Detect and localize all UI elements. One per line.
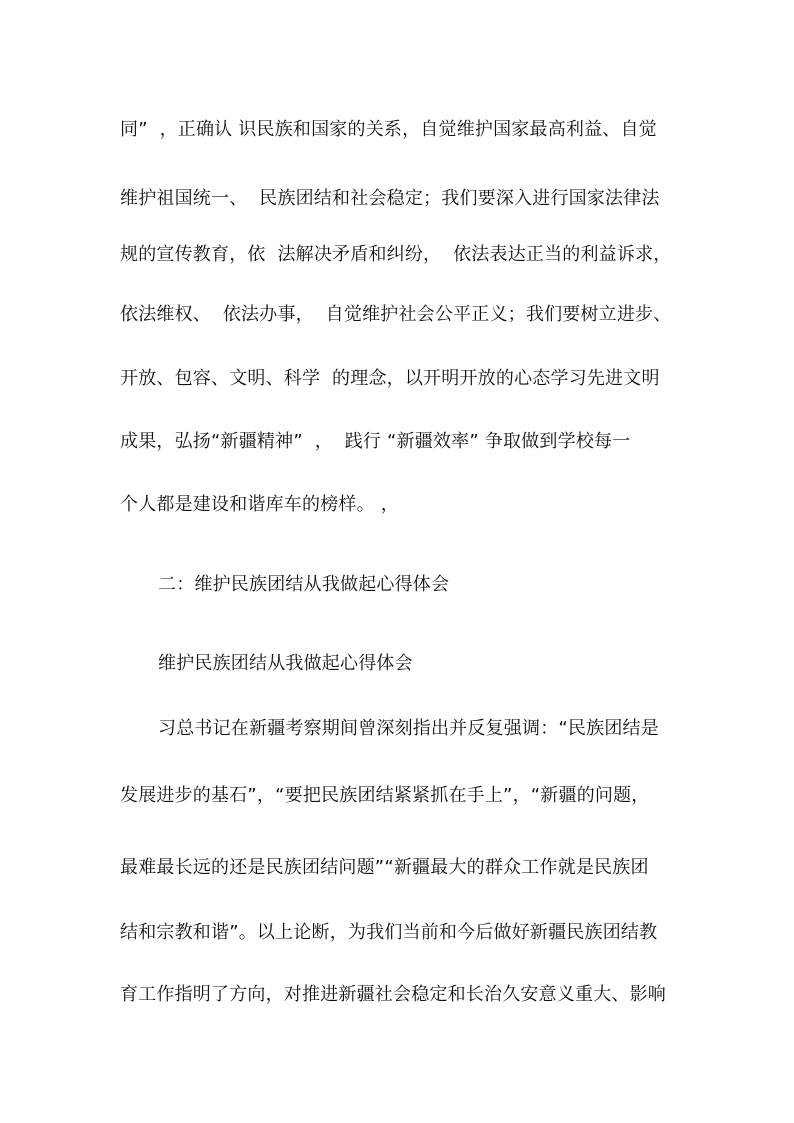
text-line: 结和宗教和谐”。以上论断，为我们当前和今后做好新疆民族团结教 [120, 922, 658, 943]
text-line: 规的宣传教育，依 法解决矛盾和纠纷， 依法表达正当的利益诉求， [120, 244, 672, 265]
text-line: 习总书记在新疆考察期间曾深刻指出并反复强调：“民族团结是 [158, 718, 659, 739]
text-line: 同” ，正确认 识民族和国家的关系，自觉维护国家最高利益、自觉 [120, 119, 657, 140]
section-heading: 二：维护民族团结从我做起心得体会 [158, 574, 450, 595]
text-line: 最难最长远的还是民族团结问题”“新疆最大的群众工作就是民族团 [120, 857, 649, 878]
text-line: 发展进步的基石”，“要把民族团结紧紧抓在手上”，“新疆的问题， [120, 785, 650, 806]
text-line: 依法维权、 依法办事， 自觉维护社会公平正义；我们要树立进步、 [120, 304, 672, 325]
text-line: 开放、包容、文明、科学 的理念，以开明开放的心态学习先进文明 [120, 368, 660, 389]
section-subtitle: 维护民族团结从我做起心得体会 [158, 653, 413, 674]
text-line: 个人都是建设和谐库车的榜样。 ， [120, 494, 399, 515]
text-line: 成果，弘扬“新疆精神” ， 践行 “新疆效率” 争取做到学校每一 [120, 431, 631, 452]
text-line: 育工作指明了方向，对推进新疆社会稳定和长治久安意义重大、影响 [120, 984, 666, 1005]
text-line: 维护祖国统一、 民族团结和社会稳定；我们要深入进行国家法律法 [120, 188, 660, 209]
